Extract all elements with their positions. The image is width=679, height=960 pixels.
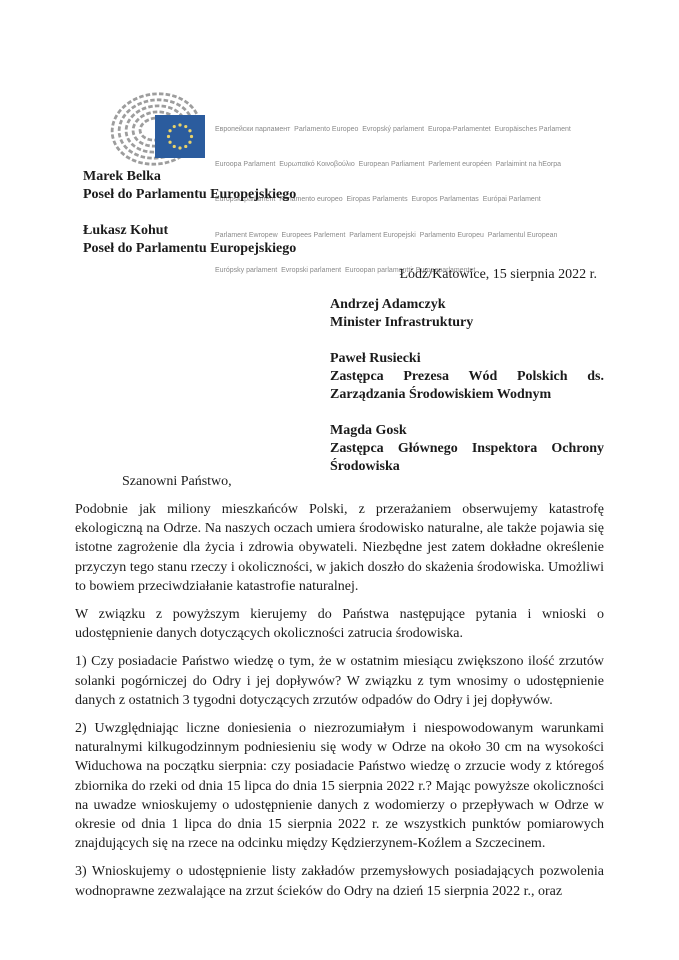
sender-name: Marek Belka	[83, 169, 161, 184]
recipient-title: Minister Infrastruktury	[330, 315, 474, 330]
salutation: Szanowni Państwo,	[122, 474, 232, 489]
paragraph: Podobnie jak miliony mieszkańców Polski, z przerażaniem obserwujemy katastrofę ekologiczną na Odrze. Na naszych oczach umiera środowisko naturalne, ale także pojawia się istotne zagrożenie dla życia i zdrowia obywateli. Niezbędne jest zatem dokładne określenie przyczyn tego stanu rzeczy i okoliczności, w jakich doszło do skażenia środowiska. Umożliwi to bowiem przeciwdziałanie katastrofie naturalnej.	[75, 502, 604, 594]
recipient-name: Paweł Rusiecki	[330, 351, 421, 366]
recipient-title: Zastępca Głównego Inspektora Ochrony	[330, 441, 604, 456]
sender-block	[83, 168, 296, 276]
sender-name: Łukasz Kohut	[83, 223, 169, 238]
sender-title: Poseł do Parlamentu Europejskiego	[83, 241, 297, 256]
ep-language-line: Euroopa Parlament Ευρωπαϊκό Κοινοβούλιο European Parliament Parlement européen Parlaimint na hEorpa	[215, 160, 561, 168]
paragraph: 1) Czy posiadacie Państwo wiedzę o tym, że w ostatnim miesiącu zwiększono ilość zrzutów solanki pogórniczej do Odry i jej dopływów? W związku z tym wnosimy o udostępnienie danych z ostatnich 3 tygodni dotyczących zrzutów odpadów do Odry i jej dopływów.	[75, 654, 604, 708]
eu-flag-icon	[155, 115, 205, 158]
recipient-title: Środowiska	[330, 459, 400, 474]
sender-title: Poseł do Parlamentu Europejskiego	[83, 187, 297, 202]
recipient	[330, 296, 604, 332]
sender	[83, 168, 296, 204]
recipient-title: Zarządzania Środowiskiem Wodnym	[330, 387, 552, 402]
recipient-block	[330, 296, 604, 494]
recipient-name: Magda Gosk	[330, 423, 407, 438]
paragraph: 2) Uwzględniając liczne doniesienia o niezrozumiałym i niespowodowanym warunkami naturalnymi kilkugodzinnym podniesieniu się wody w Odrze na około 30 cm na wysokości Widuchowa na początku sierpnia: czy posiadacie Państwo wiedzę o zrzucie wody z któregoś zbiornika do rzeki od dnia 15 lipca do dnia 15 sierpnia 2022 r.? Mając powyższe okoliczności na uwadze wnioskujemy o udostępnienie danych z wodomierzy o przepływach w Odrze w okresie od dnia 1 lipca do dnia 15 sierpnia 2022 r. ze wszystkich punktów pomiarowych znajdujących się na rzece na odcinku między Kędzierzynem-Koźlem a Szczecinem.	[75, 721, 604, 852]
recipient-title: Zastępca Prezesa Wód Polskich ds.	[330, 369, 604, 384]
recipient	[330, 350, 604, 404]
ep-language-line: Európsky parlament Evropski parlament Euroopan parlamentti Europaparlamentet	[215, 267, 476, 275]
letter-body	[75, 500, 604, 910]
ep-language-line: Европейски парламент Parlamento Europeo Evropský parlament Europa-Parlamentet Europäisches Parlament	[215, 125, 571, 133]
paragraph: 3) Wnioskujemy o udostępnienie listy zakładów przemysłowych posiadających pozwolenia wodnoprawne zezwalające na zrzut ścieków do Odry na dzień 15 sierpnia 2022 r., oraz	[75, 864, 604, 899]
dateline: Łódź/Katowice, 15 sierpnia 2022 r.	[399, 267, 597, 282]
recipient	[330, 422, 604, 476]
recipient-name: Andrzej Adamczyk	[330, 297, 446, 312]
paragraph: W związku z powyższym kierujemy do Państwa następujące pytania i wnioski o udostępnienie danych dotyczących okoliczności zatrucia środowiska.	[75, 607, 604, 642]
ep-language-line: Europski parlament Parlamento europeo Eiropas Parlaments Europos Parlamentas Európai Parlament	[215, 196, 541, 204]
ep-hemicycle-logo	[110, 92, 205, 169]
sender	[83, 222, 296, 258]
ep-language-line: Parlament Ewropew Europees Parlement Parlament Europejski Parlamento Europeu Parlamentul European	[215, 231, 558, 239]
